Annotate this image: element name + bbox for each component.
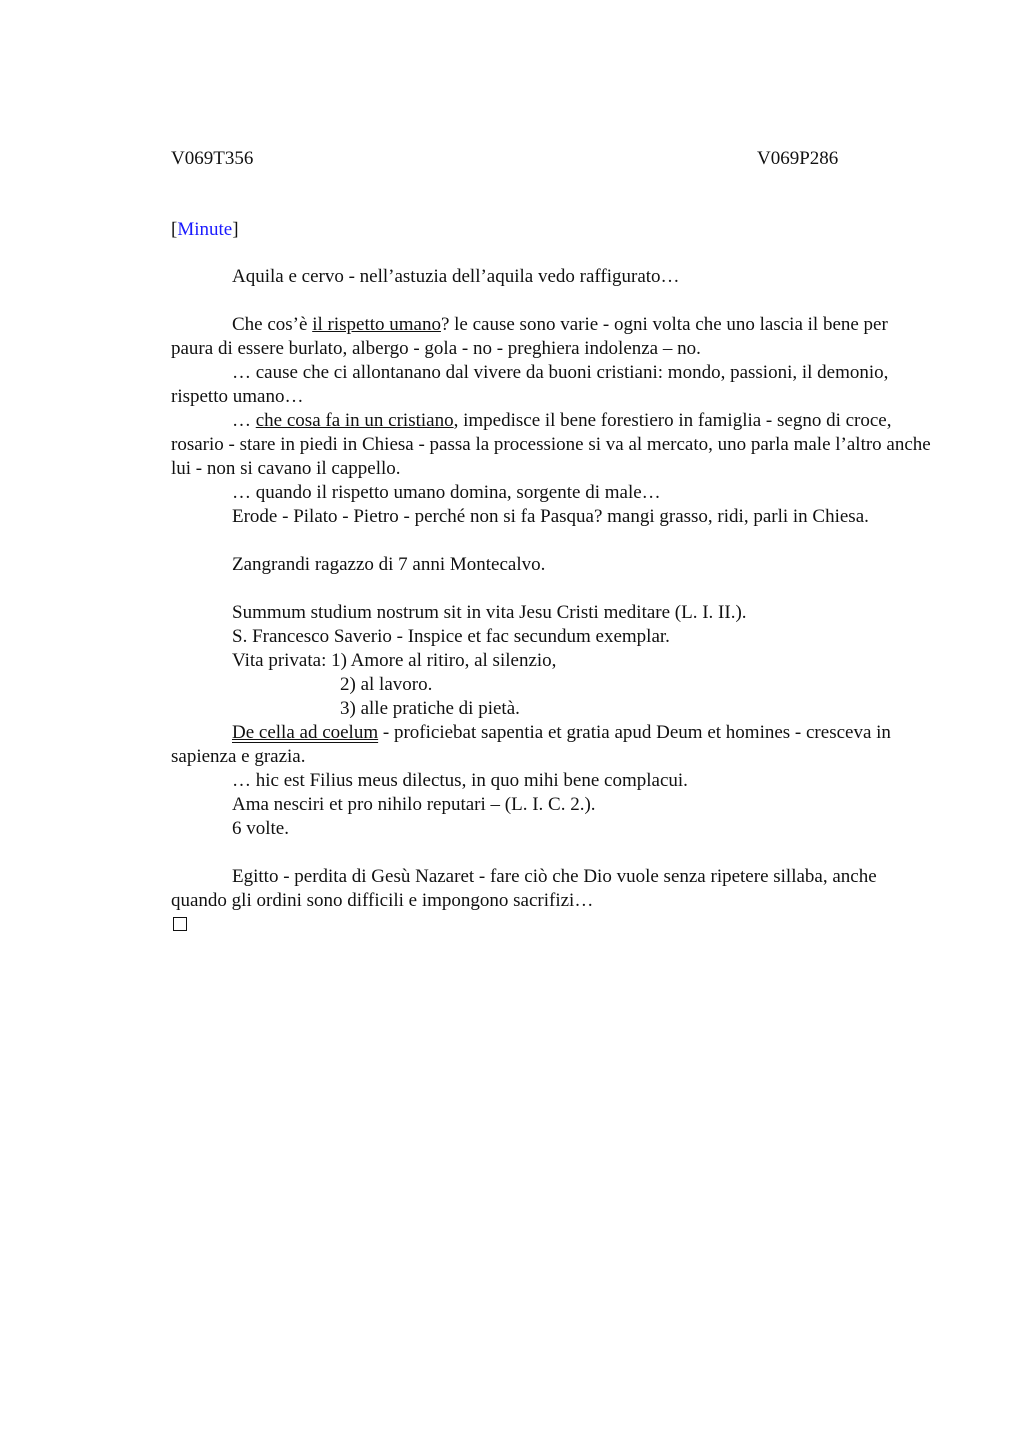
document-body	[171, 265, 931, 938]
paragraph-erode: Erode - Pilato - Pietro - perché non si fa Pasqua? mangi grasso, ridi, parli in Chiesa.	[232, 506, 869, 527]
paragraph-de-cella	[171, 721, 931, 769]
text-run: - proficiebat sapentia et gratia apud Deum et homines - cresceva in sapienza e grazia.	[171, 722, 891, 767]
list-item-lavoro: 2) al lavoro.	[340, 674, 433, 695]
paragraph-aquila: Aquila e cervo - nell’astuzia dell’aquila vedo raffigurato…	[232, 266, 680, 287]
underlined-text: che cosa fa in un cristiano	[255, 410, 454, 431]
text-run: , impedisce il bene forestiero in famiglia - segno di croce, rosario - stare in piedi in Chiesa - passa la processione si va al mercato, uno parla male l’altro anche lui - non si cavano il cappello.	[171, 410, 931, 479]
paragraph-cristiano	[171, 409, 931, 481]
paragraph-volte: 6 volte.	[232, 818, 289, 839]
document-page	[171, 146, 931, 938]
paragraph-zangrandi: Zangrandi ragazzo di 7 anni Montecalvo.	[232, 554, 546, 575]
double-underlined-text: De cella ad coelum	[232, 722, 379, 743]
minute-label	[171, 217, 931, 243]
document-code-right: V069P286	[757, 148, 839, 169]
paragraph-sorgente: … quando il rispetto umano domina, sorgente di male…	[232, 482, 661, 503]
page-header	[171, 146, 931, 172]
paragraph-cause: … cause che ci allontanano dal vivere da buoni cristiani: mondo, passioni, il demonio, rispetto umano…	[171, 362, 889, 407]
underlined-text: il rispetto umano	[312, 314, 441, 335]
paragraph-rispetto-umano	[171, 313, 931, 361]
checkbox-square-icon	[173, 917, 187, 931]
paragraph-summum: Summum studium nostrum sit in vita Jesu Cristi meditare (L. I. II.).	[232, 602, 747, 623]
minute-link[interactable]: Minute	[177, 219, 233, 240]
bracket-close: ]	[232, 219, 239, 240]
list-item-pieta: 3) alle pratiche di pietà.	[340, 698, 520, 719]
bracket-open: [	[171, 219, 178, 240]
text-run: Che cos’è	[232, 314, 313, 335]
paragraph-ama-nesciri: Ama nesciri et pro nihilo reputari – (L. I. C. 2.).	[232, 794, 596, 815]
paragraph-filius: … hic est Filius meus dilectus, in quo mihi bene complacui.	[232, 770, 688, 791]
paragraph-egitto: Egitto - perdita di Gesù Nazaret - fare ciò che Dio vuole senza ripetere sillaba, anche quando gli ordini sono difficili e impongono sacrifizi…	[171, 866, 877, 911]
paragraph-saverio: S. Francesco Saverio - Inspice et fac secundum exemplar.	[232, 626, 670, 647]
list-item-vita-privata: Vita privata: 1) Amore al ritiro, al silenzio,	[232, 650, 557, 671]
text-run: …	[232, 410, 256, 431]
text-run: ? le cause sono varie - ogni volta che uno lascia il bene per paura di essere burlato, albergo - gola - no - preghiera indolenza – no.	[171, 314, 888, 359]
document-code-left: V069T356	[171, 148, 254, 169]
